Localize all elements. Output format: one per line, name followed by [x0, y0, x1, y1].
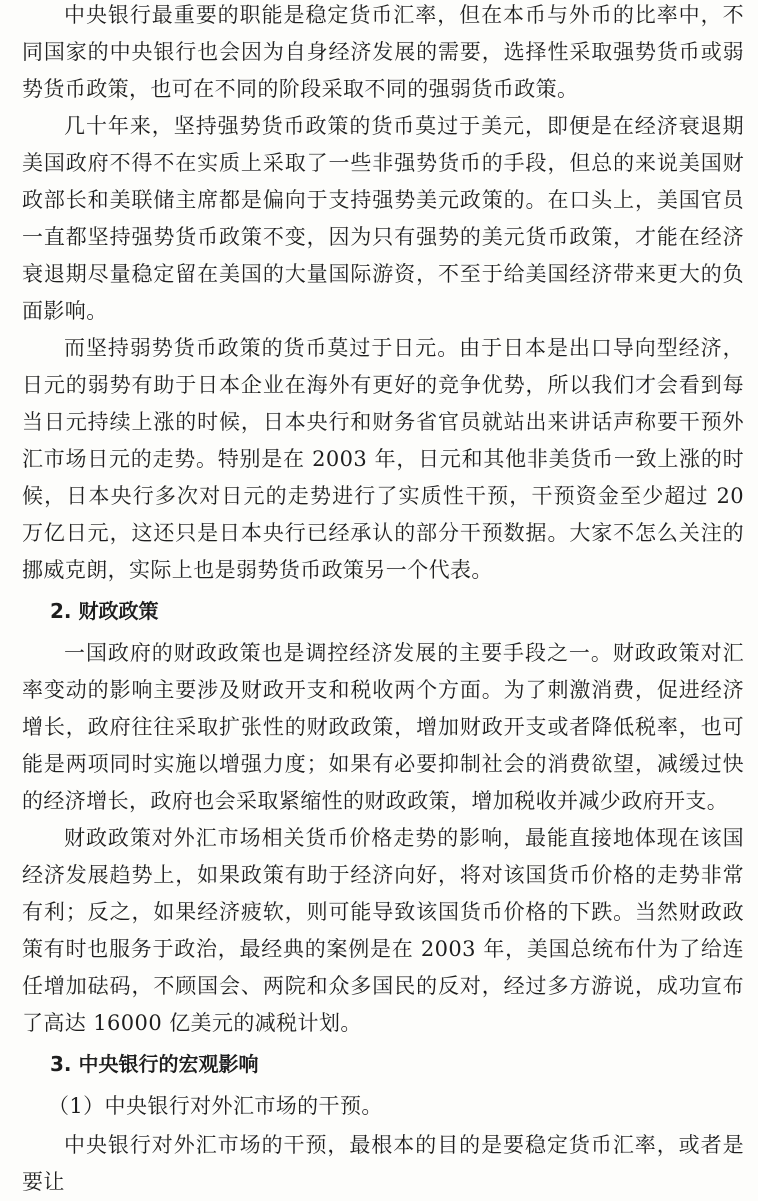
paragraph-fiscal-policy-impact: 财政政策对外汇市场相关货币价格走势的影响，最能直接地体现在该国经济发展趋势上，如果政策有助于经济向好，将对该国货币价格的走势非常有利；反之，如果经济疲软，则可能导致该国货币价格的下跌。当然财政政策有时也服务于政治，最经典的案例是在 2003 年，美国总统布什为了给连任增加砝码，不顾国会、两院和众多国民的反对，经过多方游说，成功宣布了高达 16000 亿美元的减税计划。 [22, 826, 744, 1035]
paragraph-fiscal-policy-intro: 一国政府的财政政策也是调控经济发展的主要手段之一。财政政策对汇率变动的影响主要涉及财政开支和税收两个方面。为了刺激消费，促进经济增长，政府往往采取扩张性的财政政策，增加财政开支或者降低税率，也可能是两项同时实施以增强力度；如果有必要抑制社会的消费欲望，减缓过快的经济增长，政府也会采取紧缩性的财政政策，增加税收并减少政府开支。 [22, 641, 744, 813]
paragraph-central-bank-role: 中央银行最重要的职能是稳定货币汇率，但在本币与外币的比率中，不同国家的中央银行也会因为自身经济发展的需要，选择性采取强势货币或弱势货币政策，也可在不同的阶段采取不同的强弱货币政策。 [22, 3, 744, 101]
paragraph-strong-dollar: 几十年来，坚持强势货币政策的货币莫过于美元，即便是在经济衰退期美国政府不得不在实质上采取了一些非强势货币的手段，但总的来说美国财政部长和美联储主席都是偏向于支持强势美元政策的。在口头上，美国官员一直都坚持强势货币政策不变，因为只有强势的美元货币政策，才能在经济衰退期尽量稳定留在美国的大量国际游资，不至于给美国经济带来更大的负面影响。 [22, 114, 744, 323]
subheading-central-bank-intervention: （1）中央银行对外汇市场的干预。 [48, 1094, 383, 1118]
section-heading-fiscal-policy: 2. 财政政策 [50, 599, 159, 623]
paragraph-intervention-purpose: 中央银行对外汇市场的干预，最根本的目的是要稳定货币汇率，或者是要让 [22, 1133, 744, 1194]
document-page [22, 0, 744, 1201]
paragraph-weak-yen: 而坚持弱势货币政策的货币莫过于日元。由于日本是出口导向型经济，日元的弱势有助于日本企业在海外有更好的竞争优势，所以我们才会看到每当日元持续上涨的时候，日本央行和财务省官员就站出来讲话声称要干预外汇市场日元的走势。特别是在 2003 年，日元和其他非美货币一致上涨的时候，日本央行多次对日元的走势进行了实质性干预，干预资金至少超过 20 万亿日元，这还只是日本央行已经承认的部分干预数据。大家不怎么关注的挪威克朗，实际上也是弱势货币政策另一个代表。 [22, 336, 744, 582]
section-heading-central-bank-macro: 3. 中央银行的宏观影响 [50, 1052, 259, 1076]
